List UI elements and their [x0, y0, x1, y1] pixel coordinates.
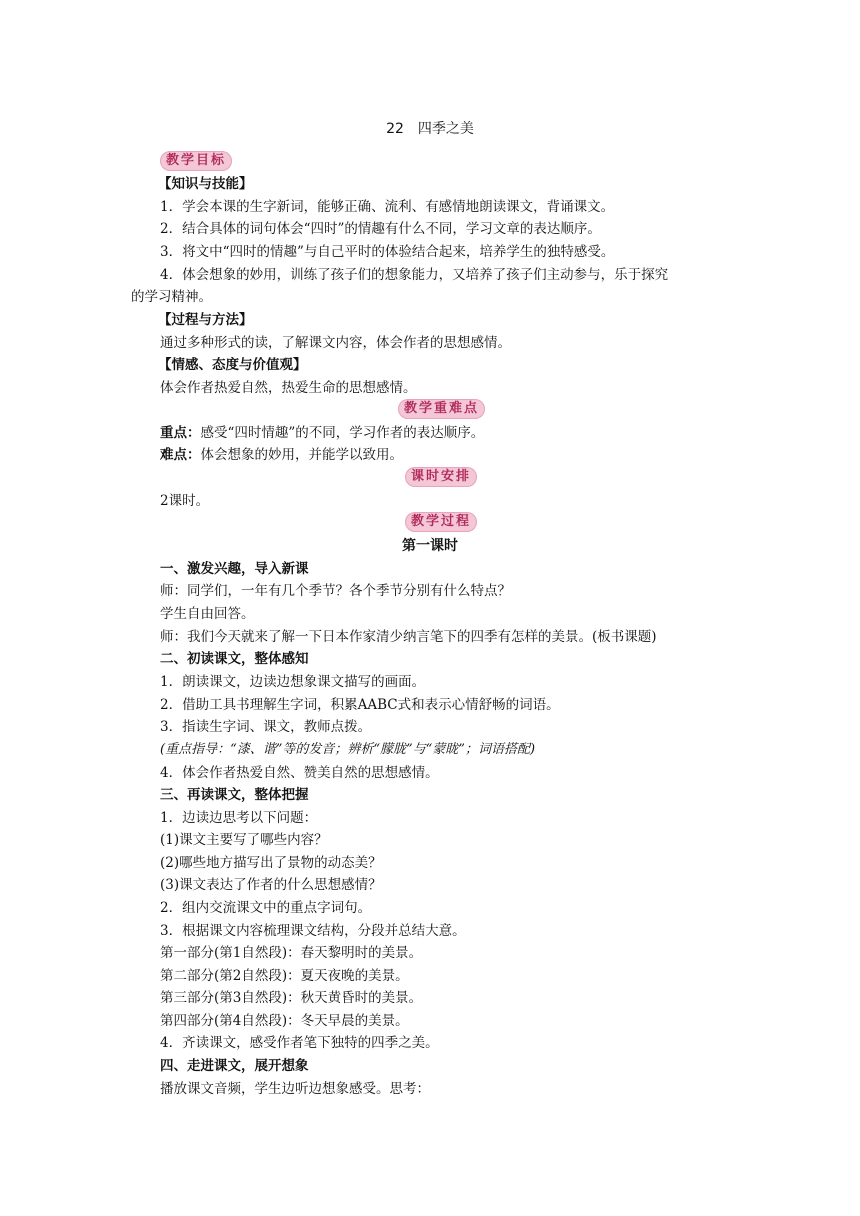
section-3-part-4: 第四部分(第4自然段)：冬天早晨的美景。	[160, 1013, 409, 1029]
section-badge-process: 教学过程	[405, 512, 477, 532]
knowledge-heading: 【知识与技能】	[158, 176, 253, 192]
knowledge-item-1: 1．学会本课的生字新词，能够正确、流利、有感情地朗读课文，背诵课文。	[160, 199, 615, 215]
section-3-part-3: 第三部分(第3自然段)：秋天黄昏时的美景。	[160, 990, 423, 1006]
section-4-heading: 四、走进课文，展开想象	[160, 1058, 309, 1074]
section-3-line-1: 1．边读边思考以下问题：	[160, 810, 318, 826]
schedule-text: 2课时。	[160, 493, 210, 509]
section-badge-schedule: 课时安排	[405, 467, 477, 487]
section-3-question-2: (2)哪些地方描写出了景物的动态美？	[160, 855, 382, 871]
section-3-part-2: 第二部分(第2自然段)：夏天夜晚的美景。	[160, 968, 409, 984]
section-2-line-4: 4．体会作者热爱自然、赞美自然的思想感情。	[160, 765, 439, 781]
page-title: 22 四季之美	[386, 121, 474, 137]
section-1-line-1: 师：同学们，一年有几个季节？各个季节分别有什么特点？	[160, 583, 511, 599]
difficulty-line	[160, 446, 403, 464]
section-2-heading: 二、初读课文，整体感知	[160, 651, 309, 667]
section-3-part-1: 第一部分(第1自然段)：春天黎明时的美景。	[160, 945, 423, 961]
section-3-line-3: 3．根据课文内容梳理课文结构，分段并总结大意。	[160, 923, 466, 939]
knowledge-item-4-cont: 的学习精神。	[131, 289, 212, 305]
section-2-line-2: 2．借助工具书理解生字词，积累AABC式和表示心情舒畅的词语。	[160, 697, 560, 713]
section-3-line-2: 2．组内交流课文中的重点字词句。	[160, 900, 372, 916]
section-3-line-4: 4．齐读课文，感受作者笔下独特的四季之美。	[160, 1035, 439, 1051]
difficulty-text: 体会想象的妙用，并能学以致用。	[200, 447, 403, 463]
section-3-question-3: (3)课文表达了作者的什么思想感情？	[160, 877, 382, 893]
emotion-text: 体会作者热爱自然，热爱生命的思想感情。	[160, 380, 417, 396]
section-2-line-3: 3．指读生字词、课文，教师点拨。	[160, 719, 372, 735]
section-2-note: (重点指导：“漆、谐”等的发音；辨析“朦胧”与“蒙眬”；词语搭配)	[160, 742, 536, 757]
section-4-line-1: 播放课文音频，学生边听边想象感受。思考：	[160, 1081, 430, 1097]
emotion-heading: 【情感、态度与价值观】	[158, 357, 307, 373]
section-3-heading: 三、再读课文，整体把握	[160, 787, 309, 803]
lesson-heading: 第一课时	[402, 538, 458, 554]
section-badge-key-points: 教学重难点	[398, 399, 485, 419]
section-1-line-3: 师：我们今天就来了解一下日本作家清少纳言笔下的四季有怎样的美景。(板书课题)	[160, 629, 657, 645]
knowledge-item-3: 3．将文中“四时的情趣”与自己平时的体验结合起来，培养学生的独特感受。	[160, 244, 615, 260]
key-point-text: 感受“四时情趣”的不同，学习作者的表达顺序。	[200, 425, 485, 441]
section-badge-goals: 教学目标	[160, 151, 232, 171]
knowledge-item-4: 4．体会想象的妙用，训练了孩子们的想象能力，又培养了孩子们主动参与，乐于探究	[160, 267, 669, 283]
section-2-line-1: 1．朗读课文，边读边想象课文描写的画面。	[160, 674, 426, 690]
section-3-question-1: (1)课文主要写了哪些内容？	[160, 832, 328, 848]
section-1-line-2: 学生自由回答。	[160, 606, 255, 622]
section-1-heading: 一、激发兴趣，导入新课	[160, 561, 309, 577]
process-method-heading: 【过程与方法】	[158, 312, 253, 328]
key-point-label: 重点：	[160, 425, 201, 441]
knowledge-item-2: 2．结合具体的词句体会“四时”的情趣有什么不同，学习文章的表达顺序。	[160, 221, 601, 237]
difficulty-label: 难点：	[160, 447, 201, 463]
key-point-line	[160, 424, 484, 442]
process-method-text: 通过多种形式的读，了解课文内容，体会作者的思想感情。	[160, 335, 511, 351]
